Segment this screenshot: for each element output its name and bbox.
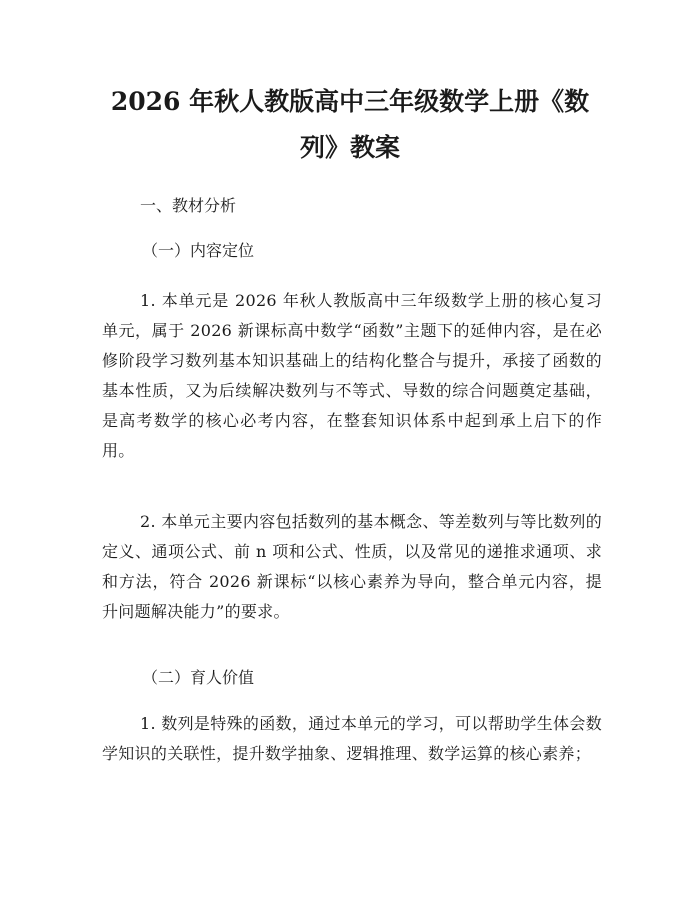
document-title-line-1: 2026 年秋人教版高中三年级数学上册《数 <box>110 87 590 116</box>
subsection-heading-content-positioning: （一）内容定位 <box>142 241 255 260</box>
paragraph-positioning-2: 2. 本单元主要内容包括数列的基本概念、等差数列与等比数列的定义、通项公式、前 n 项和公式、性质，以及常见的递推求通项、求和方法，符合 2026 新课标“以核心素养为导向，整合单元内容，提升问题解决能力”的要求。 <box>102 512 602 621</box>
paragraph-educational-value-1: 1. 数列是特殊的函数，通过本单元的学习，可以帮助学生体会数学知识的关联性，提升数学抽象、逻辑推理、数学运算的核心素养； <box>102 714 602 763</box>
paragraph-positioning-1: 1. 本单元是 2026 年秋人教版高中三年级数学上册的核心复习单元，属于 2026 新课标高中数学“函数”主题下的延伸内容，是在必修阶段学习数列基本知识基础上的结构化整合与提升，承接了函数的基本性质，又为后续解决数列与不等式、导数的综合问题奠定基础，是高考数学的核心必考内容，在整套知识体系中起到承上启下的作用。 <box>102 291 602 460</box>
section-heading-textbook-analysis: 一、教材分析 <box>140 196 237 215</box>
document-title-line-2: 列》教案 <box>299 133 400 162</box>
subsection-heading-educational-value: （二）育人价值 <box>142 668 255 687</box>
